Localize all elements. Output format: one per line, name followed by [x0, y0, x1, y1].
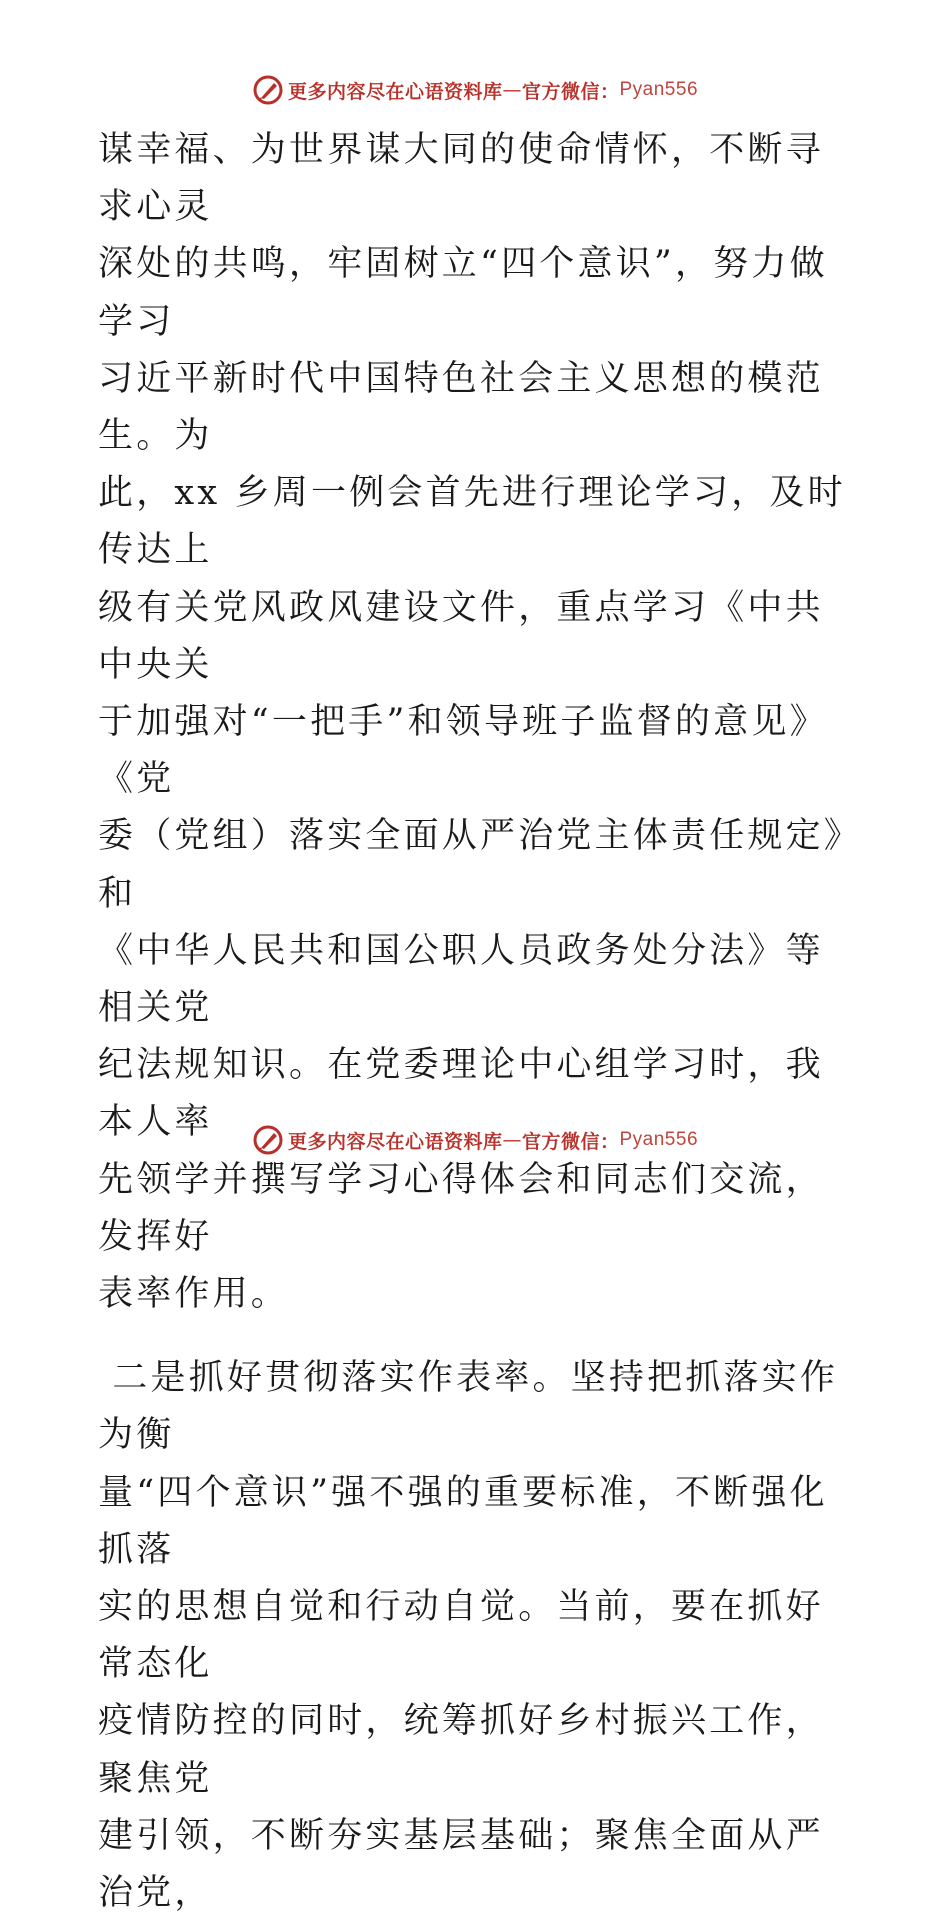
paragraph-2 [98, 1350, 858, 1922]
text-line: 二是抓好贯彻落实作表率。坚持把抓落实作为衡 [98, 1358, 839, 1456]
text-line: 习近平新时代中国特色社会主义思想的模范生。为 [98, 358, 824, 457]
text-line: 委（党组）落实全面从严治党主体责任规定》和 [98, 816, 845, 914]
watermark-wechat-id: Pyan556 [619, 79, 699, 100]
watermark-wechat-label: 官方微信： [521, 1130, 620, 1153]
watermark-wechat-label: 官方微信： [521, 80, 620, 103]
text-line: 级有关党风政风建设文件，重点学习《中共中央关 [98, 587, 824, 685]
watermark-main-text: 更多内容尽在心语资料库 [287, 1130, 503, 1153]
text-line: 量“四个意识”强不强的重要标准，不断强化抓落 [98, 1472, 828, 1570]
text-line: 建引领，不断夯实基层基础；聚焦全面从严治党， [98, 1815, 824, 1914]
quill-logo-icon [252, 74, 284, 106]
text-line: 表率作用。 [98, 1274, 290, 1315]
text-line: 实的思想自觉和行动自觉。当前，要在抓好常态化 [98, 1587, 824, 1685]
text-line: 疫情防控的同时，统筹抓好乡村振兴工作，聚焦党 [98, 1701, 824, 1799]
text-line: 此，xx 乡周一例会首先进行理论学习，及时传达上 [98, 473, 846, 571]
text-line: 纪法规知识。在党委理论中心组学习时，我本人率 [98, 1045, 824, 1143]
quill-logo-icon [252, 1124, 284, 1156]
footer-watermark [0, 1120, 950, 1160]
text-line: 谋幸福、为世界谋大同的使命情怀，不断寻求心灵 [98, 130, 824, 228]
text-line: 于加强对“一把手”和领导班子监督的意见》《党 [98, 702, 828, 800]
watermark-main-text: 更多内容尽在心语资料库 [287, 80, 503, 103]
watermark-wechat-id: Pyan556 [619, 1129, 699, 1150]
text-line: 先领学并撰写学习心得体会和同志们交流，发挥好 [98, 1159, 824, 1257]
watermark-separator: — [502, 1129, 522, 1151]
text-line: 《中华人民共和国公职人员政务处分法》等相关党 [98, 930, 824, 1029]
document-body [98, 122, 858, 1922]
header-watermark [0, 70, 950, 110]
watermark-separator: — [502, 79, 522, 101]
text-line: 深处的共鸣，牢固树立“四个意识”，努力做学习 [98, 244, 828, 342]
